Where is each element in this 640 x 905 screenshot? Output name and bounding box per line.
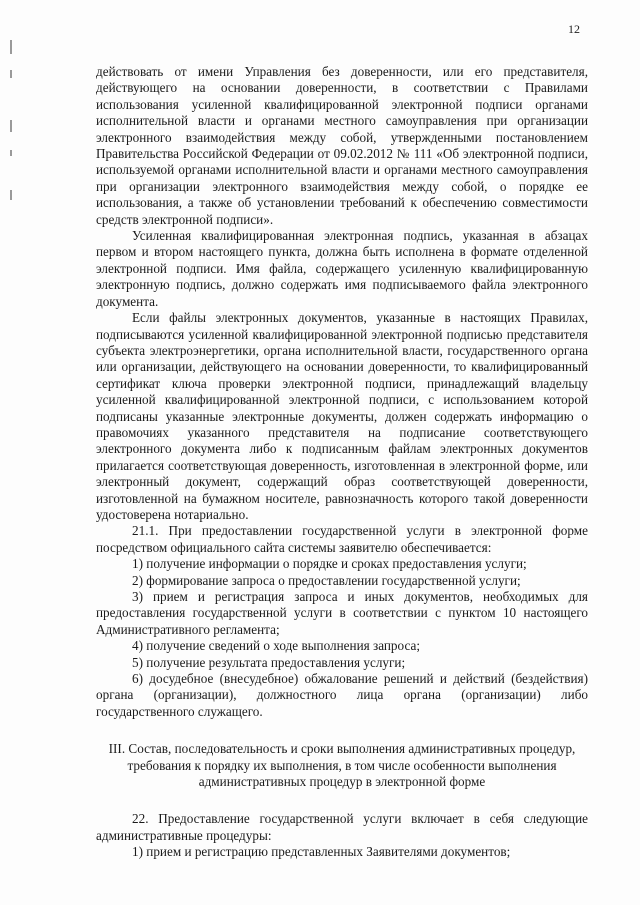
document-body — [96, 64, 588, 861]
section-heading-iii: III. Состав, последовательность и сроки выполнения административных процедур, требования к порядку их выполнения, в том числе особенности выполнения административных процедур в электронной форме — [108, 741, 576, 790]
paragraph-representative-signature: Если файлы электронных документов, указанные в настоящих Правилах, подписываются усиленной квалифицированной электронной подписью представителя субъекта электроэнергетики, органа исполнительной власти, государственного органа или организации, действующего на основании доверенности, то квалифицированный сертификат ключа проверки электронной подписи, принадлежащий владельцу усиленной квалифицированной электронной подписи, с использованием которой подписаны указанные электронные документы, должен содержать информацию о правомочиях указанного представителя на подписание соответствующего электронного документа либо к подписанным файлам электронных документов прилагается соответствующая доверенность, изготовленная в электронной форме, или электронный документ, содержащий образ соответствующей доверенности, изготовленной на бумажном носителе, равнозначность которого такой доверенности удостоверена нотариально. — [96, 310, 588, 522]
page-number: 12 — [568, 22, 580, 36]
list-item: 2) формирование запроса о предоставлении государственной услуги; — [132, 572, 521, 588]
list-item: 1) прием и регистрацию представленных Заявителями документов; — [132, 844, 511, 860]
list-item: 5) получение результата предоставления услуги; — [132, 654, 406, 670]
paragraph-21-1: 21.1. При предоставлении государственной услуги в электронной форме посредством официального сайта системы заявителю обеспечивается: — [96, 523, 588, 555]
paragraph-signature-rules: действовать от имени Управления без доверенности, или его представителя, действующего на основании доверенности, в соответствии с Правилами использования усиленной квалифицированной электронной подписи органами исполнительной власти и органами местного самоуправления при организации электронного взаимодействия между собой, утвержденными постановлением Правительства Российской Федерации от 09.02.2012 № 111 «Об электронной подписи, используемой органами исполнительной власти и органами местного самоуправления при организации электронного взаимодействия между собой, о порядке ее использования, а также об установлении требований к обеспечению совместимости средств электронной подписи». — [96, 64, 588, 227]
paragraph-qualified-signature: Усиленная квалифицированная электронная подпись, указанная в абзацах первом и втором настоящего пункта, должна быть исполнена в формате отделенной электронной подписи. Имя файла, содержащего усиленную квалифицированную электронную подпись, должно содержать имя подписываемого файла электронного документа. — [96, 228, 588, 309]
list-item: 1) получение информации о порядке и сроках предоставления услуги; — [132, 556, 527, 572]
paragraph-22: 22. Предоставление государственной услуги включает в себя следующие административные процедуры: — [96, 811, 588, 843]
list-item: 4) получение сведений о ходе выполнения запроса; — [132, 638, 420, 654]
scan-edge-marks — [10, 40, 14, 240]
list-item: 6) досудебное (внесудебное) обжалование решений и действий (бездействия) органа (организации), должностного лица органа (организации) либо государственного служащего. — [96, 671, 588, 719]
list-21-1 — [96, 556, 588, 720]
list-22 — [96, 844, 588, 860]
list-item: 3) прием и регистрация запроса и иных документов, необходимых для предоставления государственной услуги в соответствии с пунктом 10 настоящего Административного регламента; — [96, 589, 588, 637]
